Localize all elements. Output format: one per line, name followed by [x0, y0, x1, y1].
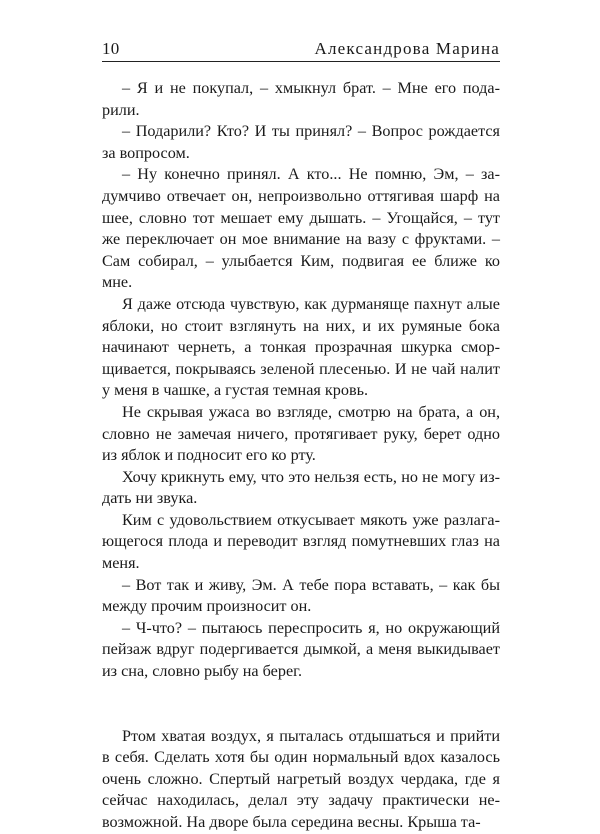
paragraph-2: – Подарили? Кто? И ты принял? – Вопрос рождается за вопросом. [102, 122, 500, 162]
paragraph-3: – Ну конечно принял. А кто... Не помню, Эм, – задумчиво отвечает он, непроизвольно оттягивая шарф на шее, словно тот мешает ему дышать. – Угощайся, – тут же переключает он мое внимание на вазу с фруктами. – Сам собирал, – улыбается Ким, подвигая ее ближе ко мне. [102, 165, 500, 292]
author-name: Александрова Марина [314, 39, 500, 58]
paragraph-5: Не скрывая ужаса во взгляде, смотрю на брата, а он, словно не замечая ничего, протягивает руку, берет одно из яблок и подносит его ко рту. [102, 402, 500, 465]
running-header [102, 37, 500, 62]
page-number: 10 [102, 39, 120, 58]
section-break [102, 683, 500, 726]
paragraph-1: – Я и не покупал, – хмыкнул брат. – Мне его подарили. [102, 79, 500, 119]
paragraph-9: – Ч-что? – пытаюсь переспросить я, но окружающий пейзаж вдруг подергивается дымкой, а меня выкидывает из сна, словно рыбу на берег. [102, 618, 500, 681]
paragraph-6: Хочу крикнуть ему, что это нельзя есть, но не могу издать ни звука. [102, 467, 500, 508]
paragraph-8: – Вот так и живу, Эм. А тебе пора вставать, – как бы между прочим произносит он. [102, 575, 500, 616]
paragraph-7: Ким с удовольствием откусывает мякоть уже разлагающегося плода и переводит взгляд помутневших глаз на меня. [102, 510, 500, 573]
paragraph-10: Ртом хватая воздух, я пыталась отдышаться и прийти в себя. Сделать хотя бы один нормальный вдох казалось очень сложно. Спертый нагретый воздух чердака, где я сейчас находилась, делал эту задачу практически невозможной. На дворе была середина весны. Крыша та- [102, 726, 500, 831]
paragraph-4: Я даже отсюда чувствую, как дурманяще пахнут алые яблоки, но стоит взглянуть на них, и их румяные бока начинают чернеть, а тонкая прозрачная шкурка сморщивается, покрываясь зеленой плесенью. И не чай налит у меня в чашке, а густая темная кровь. [102, 294, 500, 400]
body-text [102, 78, 500, 834]
